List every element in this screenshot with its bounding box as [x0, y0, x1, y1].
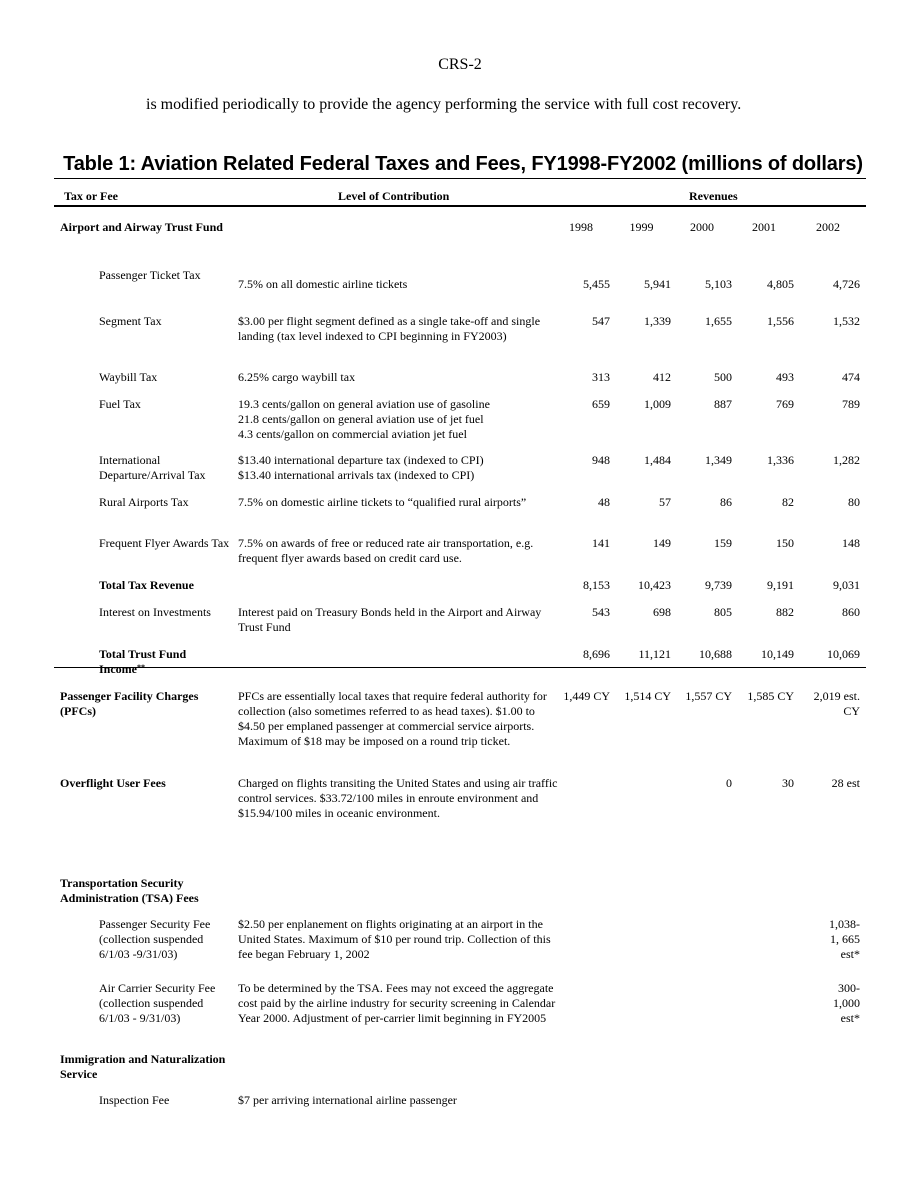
value-2000: 1,349	[705, 453, 732, 467]
section-label-tsa: Transportation Security Administration (TSA) Fees	[60, 876, 199, 905]
value-2002: 860	[842, 605, 860, 619]
value-2002: 148	[842, 536, 860, 550]
value-1999: 149	[653, 536, 671, 550]
row-description: 7.5% on all domestic airline tickets	[238, 277, 408, 291]
value-2000: 10,688	[699, 647, 732, 661]
value-2002: 4,726	[833, 277, 860, 291]
value-1998: 948	[592, 453, 610, 467]
total-trust-label: Total Trust Fund Income	[99, 647, 187, 676]
value-2000: 1,655	[705, 314, 732, 328]
row-label: Interest on Investments	[99, 605, 211, 619]
value-2002: 80	[848, 495, 860, 509]
value-1998: 48	[598, 495, 610, 509]
value-1999: 57	[659, 495, 671, 509]
year-header: 1998	[569, 220, 593, 234]
row-description: PFCs are essentially local taxes that require federal authority for collection (also sometimes referred to as head taxes). $1.00 to $4.50 per emplaned passenger at commercial service airports. Maximum of $18 may be imposed on a round trip ticket.	[238, 689, 547, 748]
value-1998: 659	[592, 397, 610, 411]
row-description: 6.25% cargo waybill tax	[238, 370, 356, 384]
description-line: 4.3 cents/gallon on commercial aviation jet fuel	[238, 427, 467, 441]
year-header: 2001	[752, 220, 776, 234]
row-description: Charged on flights transiting the United States and using air traffic control services. $33.72/100 miles in enroute environment and $15.94/100 miles in oceanic environment.	[238, 776, 558, 820]
row-label: Fuel Tax	[99, 397, 141, 411]
row-description: $2.50 per enplanement on flights originating at an airport in the United States. Maximum of $10 per round trip. Collection of this fee began February 1, 2002	[238, 917, 551, 961]
value-1999: 1,339	[644, 314, 671, 328]
row-label: Passenger Facility Charges (PFCs)	[60, 689, 199, 718]
row-description: 7.5% on domestic airline tickets to “qualified rural airports”	[238, 495, 527, 509]
description-line: $13.40 international departure tax (indexed to CPI)	[238, 453, 484, 467]
table-top-rule	[54, 178, 866, 179]
value-2000: 9,739	[705, 578, 732, 592]
row-description: $3.00 per flight segment defined as a single take-off and single landing (tax level indexed to CPI beginning in FY2003)	[238, 314, 541, 343]
header-revenues: Revenues	[689, 189, 738, 203]
value-2002: 10,069	[827, 647, 860, 661]
value-2002: 1,282	[833, 453, 860, 467]
row-label: International Departure/Arrival Tax	[99, 453, 206, 482]
value-2002: 474	[842, 370, 860, 384]
year-header: 1999	[629, 220, 654, 234]
row-label: Passenger Ticket Tax	[99, 268, 201, 282]
value-2002: 789	[842, 397, 860, 411]
value-2001: 9,191	[767, 578, 794, 592]
value-2002: 28 est	[831, 776, 860, 790]
value-line: 1, 665	[830, 932, 860, 946]
table-title: Table 1: Aviation Related Federal Taxes and Fees, FY1998-FY2002 (millions of dollars)	[63, 153, 863, 175]
value-2000: 5,103	[705, 277, 732, 291]
year-header: 2002	[816, 220, 840, 234]
row-description	[238, 453, 562, 483]
value-1998: 8,153	[583, 578, 610, 592]
value-2001: 30	[782, 776, 794, 790]
row-description: $7 per arriving international airline passenger	[238, 1093, 457, 1107]
value-2000: 0	[726, 776, 732, 790]
value-2000: 86	[720, 495, 732, 509]
value-2001: 1,585 CY	[747, 689, 794, 703]
value-2001: 1,336	[767, 453, 794, 467]
row-label: Overflight User Fees	[60, 776, 166, 790]
value-1999: 5,941	[644, 277, 671, 291]
value-2002	[796, 981, 860, 1026]
row-label	[99, 647, 232, 677]
value-2001: 1,556	[767, 314, 794, 328]
value-2001: 10,149	[761, 647, 794, 661]
value-2002: 9,031	[833, 578, 860, 592]
row-label: Total Tax Revenue	[99, 578, 194, 592]
description-line: $13.40 international arrivals tax (indexed to CPI)	[238, 468, 475, 482]
value-2000: 805	[714, 605, 732, 619]
value-1998: 543	[592, 605, 610, 619]
row-label: Waybill Tax	[99, 370, 158, 384]
value-2000: 1,557 CY	[685, 689, 732, 703]
value-1998: 5,455	[583, 277, 610, 291]
page-header: CRS-2	[438, 56, 482, 73]
value-2000: 887	[714, 397, 732, 411]
row-label: Air Carrier Security Fee (collection suspended 6/1/03 - 9/31/03)	[99, 981, 216, 1025]
row-description	[238, 397, 562, 442]
description-line: 19.3 cents/gallon on general aviation use of gasoline	[238, 397, 490, 411]
value-line: 300-	[838, 981, 860, 995]
header-tax-or-fee: Tax or Fee	[64, 189, 118, 203]
value-1999: 412	[653, 370, 671, 384]
value-1999: 1,009	[644, 397, 671, 411]
value-line: 1,038-	[829, 917, 860, 931]
value-1998: 141	[592, 536, 610, 550]
header-level-of-contribution: Level of Contribution	[338, 189, 450, 203]
row-description: Interest paid on Treasury Bonds held in the Airport and Airway Trust Fund	[238, 605, 542, 634]
intro-paragraph: is modified periodically to provide the agency performing the service with full cost recovery.	[146, 96, 742, 113]
value-2000: 159	[714, 536, 732, 550]
value-1999: 1,484	[644, 453, 671, 467]
value-1998: 313	[592, 370, 610, 384]
row-label: Segment Tax	[99, 314, 162, 328]
footnote-marker: **	[137, 663, 145, 672]
value-2001: 882	[776, 605, 794, 619]
section-label-trust-fund: Airport and Airway Trust Fund	[60, 220, 223, 234]
header-rule	[54, 205, 866, 207]
row-label: Rural Airports Tax	[99, 495, 189, 509]
value-line: 1,000	[833, 996, 860, 1010]
value-2002	[796, 917, 860, 962]
row-description: To be determined by the TSA. Fees may not exceed the aggregate cost paid by the airline industry for security screening in Calendar Year 2000. Adjustment of per-carrier limit beginning in FY2005	[238, 981, 556, 1025]
value-line: est*	[840, 1011, 860, 1025]
row-label: Inspection Fee	[99, 1093, 170, 1107]
value-1998: 1,449 CY	[563, 689, 610, 703]
value-2001: 150	[776, 536, 794, 550]
row-label: Frequent Flyer Awards Tax	[99, 536, 230, 550]
value-1998: 547	[592, 314, 610, 328]
value-1999: 698	[653, 605, 671, 619]
description-line: 21.8 cents/gallon on general aviation use of jet fuel	[238, 412, 484, 426]
value-2001: 769	[776, 397, 794, 411]
value-line: est*	[840, 947, 860, 961]
value-2002: 1,532	[833, 314, 860, 328]
value-2001: 82	[782, 495, 794, 509]
section-label-ins: Immigration and Naturalization Service	[60, 1052, 226, 1081]
value-1999: 10,423	[638, 578, 671, 592]
year-header: 2000	[690, 220, 714, 234]
row-label: Passenger Security Fee (collection suspended 6/1/03 -9/31/03)	[99, 917, 211, 961]
value-2001: 493	[776, 370, 794, 384]
value-1999: 11,121	[638, 647, 671, 661]
row-description: 7.5% on awards of free or reduced rate air transportation, e.g. frequent flyer awards based on credit card use.	[238, 536, 534, 565]
value-2001: 4,805	[767, 277, 794, 291]
value-1998: 8,696	[583, 647, 610, 661]
value-2000: 500	[714, 370, 732, 384]
value-1999: 1,514 CY	[624, 689, 671, 703]
value-2002: 2,019 est. CY	[813, 689, 860, 718]
